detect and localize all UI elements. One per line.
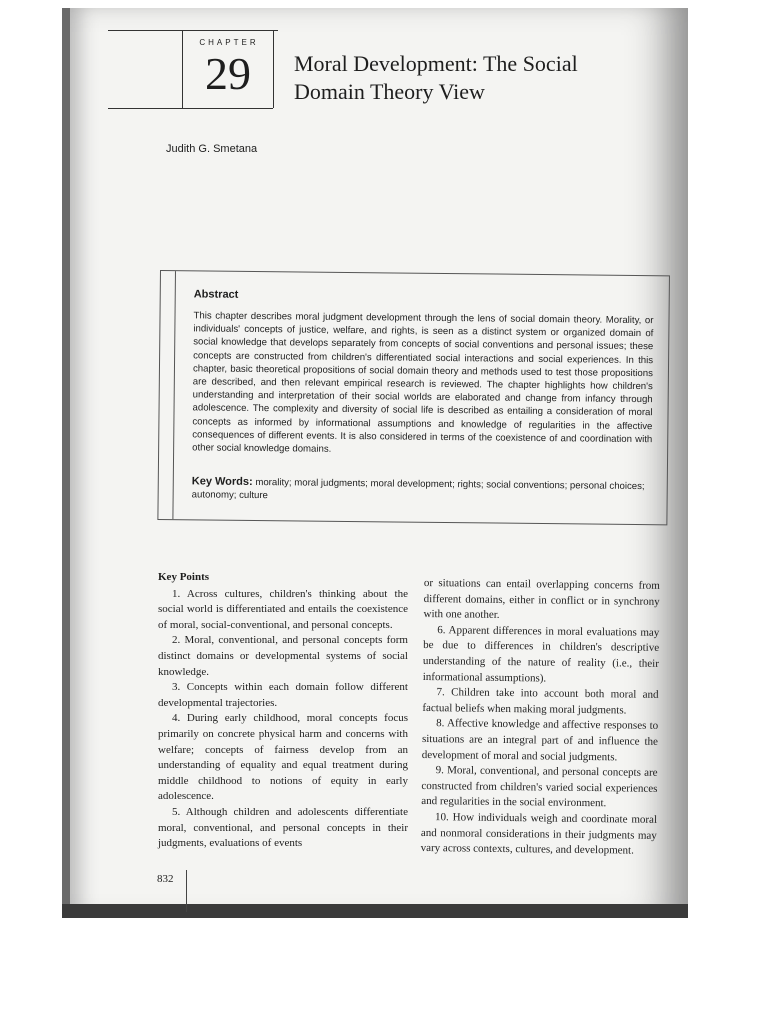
key-points-heading: Key Points xyxy=(158,571,210,583)
key-points-right-column xyxy=(421,576,660,860)
author-name: Judith G. Smetana xyxy=(166,143,258,155)
key-point-continuation: or situations can entail overlapping concerns from different domains, either in conflict or in synchrony with one another. xyxy=(423,576,660,622)
key-point: 6. Apparent differences in moral evaluations may be due to differences in children's descriptive understanding of the nature of reality (i.e., their informational assumptions). xyxy=(422,623,660,685)
key-point: 2. Moral, conventional, and personal concepts form distinct domains or developmental systems of social knowledge. xyxy=(158,634,408,678)
folio-rule xyxy=(186,870,187,912)
key-points-left-column xyxy=(158,570,408,852)
chapter-label: CHAPTER xyxy=(199,38,259,47)
key-point: 1. Across cultures, children's thinking about the social world is differentiated and entails the coexistence of moral, social-conventional, and personal concepts. xyxy=(158,587,408,631)
key-point: 3. Concepts within each domain follow different developmental trajectories. xyxy=(158,681,408,709)
chapter-title-line2: Domain Theory View xyxy=(294,79,485,104)
chapter-number: 29 xyxy=(205,48,251,99)
keywords-label: Key Words: xyxy=(191,475,253,488)
key-point: 9. Moral, conventional, and personal concepts are constructed from children's varied social experiences and regularities in the social environment. xyxy=(421,764,658,810)
key-point: 10. How individuals weigh and coordinate moral and nonmoral considerations in their judgments may vary across contexts, cultures, and development. xyxy=(420,811,658,857)
abstract-box xyxy=(157,270,670,525)
keywords-list: morality; moral judgments; moral development; rights; social conventions; personal choices; autonomy; culture xyxy=(191,477,645,502)
key-point: 7. Children take into account both moral and factual beliefs when making moral judgments. xyxy=(422,686,659,717)
key-point: 8. Affective knowledge and affective responses to situations are an integral part of and influence the development of moral and social judgments. xyxy=(421,717,659,763)
key-point: 4. During early childhood, moral concepts focus primarily on concrete physical harm and concerns with welfare; concepts of fairness develop from an understanding of equality and equal treatment during middle childhood to notions of equity in early adolescence. xyxy=(158,712,408,803)
abstract-text: This chapter describes moral judgment development through the lens of social domain theory. Morality, or individuals' concepts of justice, welfare, and rights, is seen as a distinct system or organized domain of social knowledge that develops separately from concepts of social conventions and personal issues; these concepts are constructed from children's differentiated social interactions and social experiences. In this chapter, basic theoretical propositions of social domain theory and methods used to test those propositions are described, and then relevant empirical research is reviewed. The chapter highlights how children's understanding and interpretation of their social worlds are elaborated and change from infancy through adolescence. The complexity and diversity of social life is described as entailing a consideration of moral concepts as informed by informational assumptions and knowledge of regularities in the affective consequences of different events. It is also considered in terms of the coexistence of and coordination with other social knowledge domains. xyxy=(192,310,654,455)
keywords xyxy=(192,475,652,507)
chapter-title-line1: Moral Development: The Social xyxy=(294,51,578,76)
key-point: 5. Although children and adolescents differentiate moral, conventional, and personal concepts in their judgments, evaluations of events xyxy=(158,805,408,850)
page-number: 832 xyxy=(157,873,174,885)
chapter-rule-bottom xyxy=(108,108,273,109)
abstract-inner-rule xyxy=(172,271,176,519)
abstract-heading: Abstract xyxy=(193,288,239,301)
chapter-title xyxy=(294,50,594,106)
page-bottom-edge xyxy=(62,904,688,918)
